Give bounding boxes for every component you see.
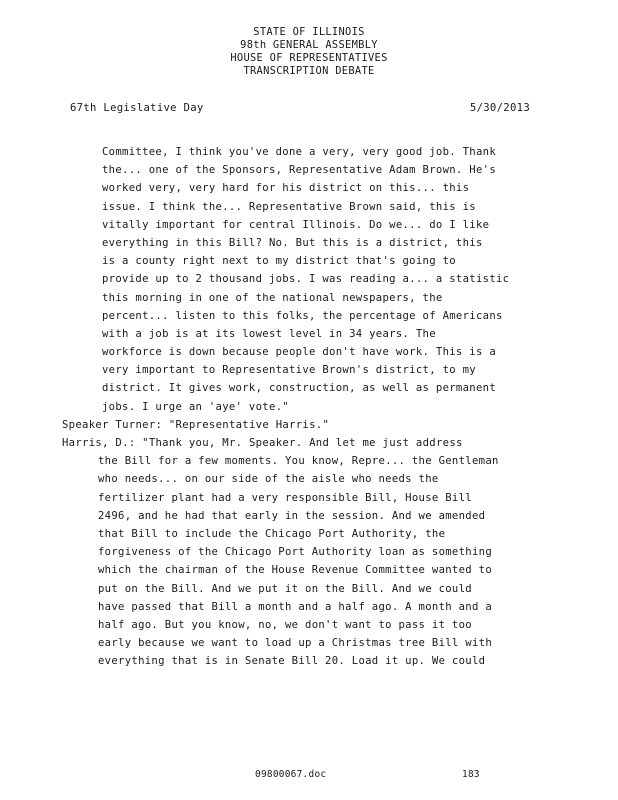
header-assembly: 98th GENERAL ASSEMBLY <box>240 39 378 51</box>
text-line: Committee, I think you've done a very, very good job. Thank <box>102 146 496 158</box>
header-state: STATE OF ILLINOIS <box>253 26 365 38</box>
text-line: have passed that Bill a month and a half ago. A month and a <box>98 600 492 613</box>
transcript-body <box>62 143 536 670</box>
text-line: the... one of the Sponsors, Representative Adam Brown. He's <box>102 164 496 177</box>
text-line: early because we want to load up a Christmas tree Bill with <box>98 637 492 650</box>
page-footer <box>0 768 618 782</box>
text-line: vitally important for central Illinois. Do we... do I like <box>102 218 490 231</box>
text-line: this morning in one of the national newspapers, the <box>102 291 443 304</box>
text-line: workforce is down because people don't have work. This is a <box>102 346 496 359</box>
header-transcription: TRANSCRIPTION DEBATE <box>243 65 375 77</box>
legislative-day: 67th Legislative Day <box>70 102 204 114</box>
text-line: who needs... on our side of the aisle who needs the <box>98 473 439 486</box>
text-line: that Bill to include the Chicago Port Authority, the <box>98 527 446 540</box>
text-line: 2496, and he had that early in the session. And we amended <box>98 509 486 522</box>
text-line: put on the Bill. And we put it on the Bill. And we could <box>98 582 472 595</box>
text-line: with a job is at its lowest level in 34 years. The <box>102 327 436 340</box>
text-line: worked very, very hard for his district on this... this <box>102 182 470 195</box>
speaker-line: Harris, D.: "Thank you, Mr. Speaker. And let me just address <box>62 437 463 449</box>
header-house: HOUSE OF REPRESENTATIVES <box>230 52 388 64</box>
text-line: everything in this Bill? No. But this is a district, this <box>102 236 483 249</box>
session-date: 5/30/2013 <box>469 102 530 114</box>
text-line: which the chairman of the House Revenue Committee wanted to <box>98 564 492 577</box>
text-line: provide up to 2 thousand jobs. I was reading a... a statistic <box>102 273 510 286</box>
document-header <box>0 26 618 78</box>
text-line: issue. I think the... Representative Brown said, this is <box>102 200 476 213</box>
text-line: half ago. But you know, no, we don't want to pass it too <box>98 618 472 631</box>
text-line: is a county right next to my district that's going to <box>102 255 456 268</box>
page-number: 183 <box>462 769 480 780</box>
text-line: fertilizer plant had a very responsible Bill, House Bill <box>98 491 472 504</box>
text-line: jobs. I urge an 'aye' vote." <box>102 400 289 413</box>
text-line: forgiveness of the Chicago Port Authority loan as something <box>98 546 492 559</box>
text-line: district. It gives work, construction, as well as permanent <box>102 382 496 395</box>
text-line: percent... listen to this folks, the percentage of Americans <box>102 309 503 322</box>
text-line: the Bill for a few moments. You know, Repre... the Gentleman <box>98 455 499 468</box>
text-line: very important to Representative Brown's district, to my <box>102 364 476 377</box>
speaker-line: Speaker Turner: "Representative Harris." <box>62 418 330 431</box>
text-line: everything that is in Senate Bill 20. Load it up. We could <box>98 655 486 668</box>
document-filename: 09800067.doc <box>255 769 327 780</box>
